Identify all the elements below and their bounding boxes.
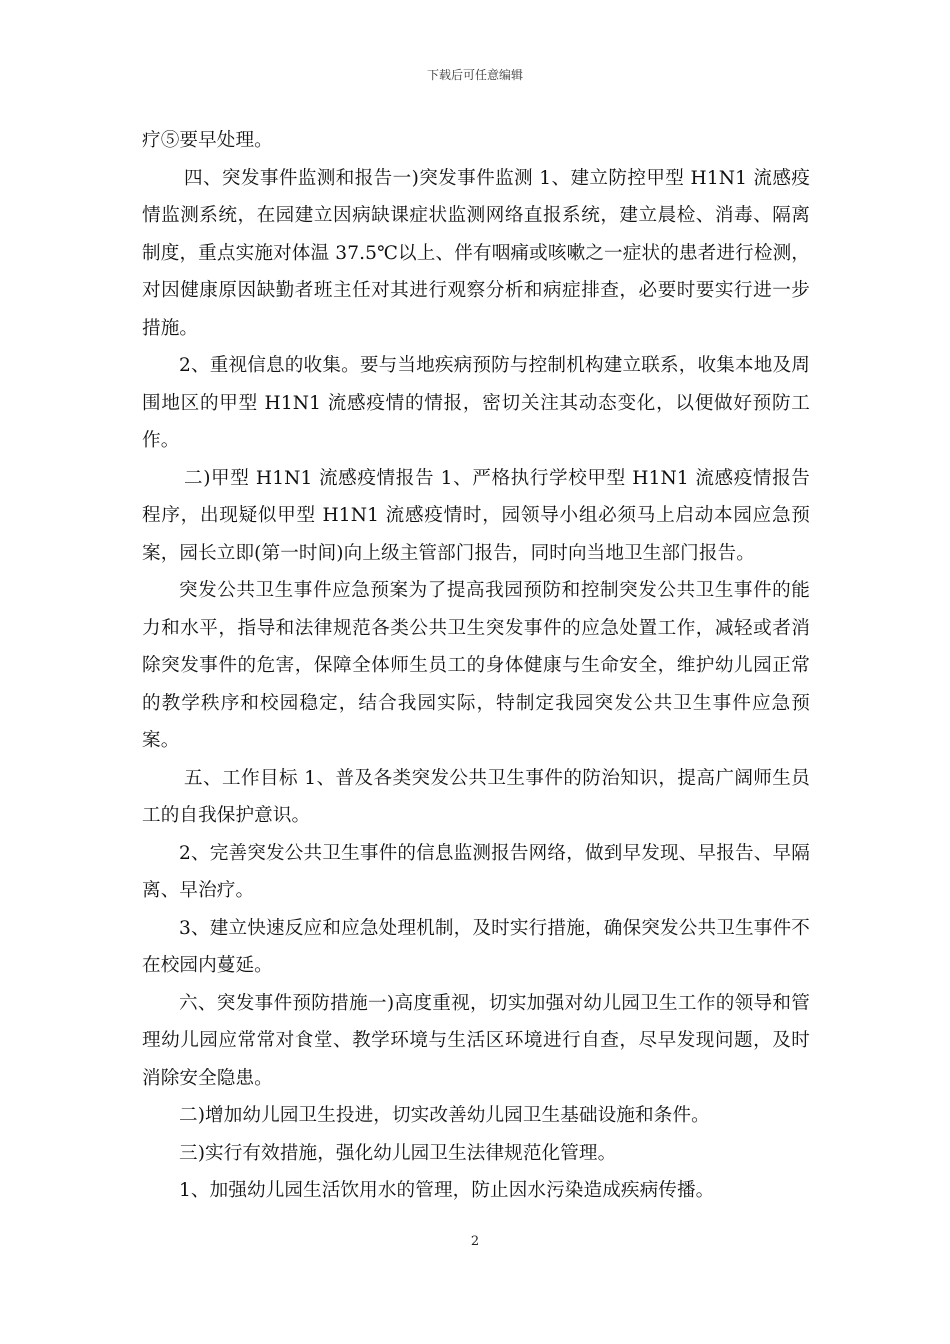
paragraph: 疗⑤要早处理。 xyxy=(142,130,273,151)
page-header xyxy=(0,68,950,82)
paragraph: 突发公共卫生事件应急预案为了提高我园预防和控制突发公共卫生事件的能力和水平，指导和法律规范各类公共卫生突发事件的应急处置工作，减轻或者消除突发事件的危害，保障全体师生员工的身体健康与生命安全，维护幼儿园正常的教学秩序和校园稳定，结合我园实际，特制定我园突发公共卫生事件应急预案。 xyxy=(142,580,810,751)
paragraph: 六、突发事件预防措施一)高度重视，切实加强对幼儿园卫生工作的领导和管理幼儿园应常常对食堂、教学环境与生活区环境进行自查，尽早发现问题，及时消除安全隐患。 xyxy=(142,992,810,1089)
page-footer xyxy=(0,1235,950,1249)
paragraph: 三)实行有效措施，强化幼儿园卫生法律规范化管理。 xyxy=(179,1142,617,1164)
document-body xyxy=(142,122,810,1210)
header-text: 下载后可任意编辑 xyxy=(426,68,523,82)
paragraph: 二)甲型 H1N1 流感疫情报告 1、严格执行学校甲型 H1N1 流感疫情报告程序，出现疑似甲型 H1N1 流感疫情时，园领导小组必须马上启动本园应急预案，园长立即(第一时间)向上级主管部门报告，同时向当地卫生部门报告。 xyxy=(142,467,810,564)
paragraph: 2、完善突发公共卫生事件的信息监测报告网络，做到早发现、早报告、早隔离、早治疗。 xyxy=(142,842,810,901)
page-number: 2 xyxy=(470,1234,480,1249)
paragraph: 二)增加幼儿园卫生投进，切实改善幼儿园卫生基础设施和条件。 xyxy=(179,1105,710,1126)
paragraph: 3、建立快速反应和应急处理机制，及时实行措施，确保突发公共卫生事件不在校园内蔓延。 xyxy=(142,917,810,976)
paragraph: 1、加强幼儿园生活饮用水的管理，防止因水污染造成疾病传播。 xyxy=(179,1180,715,1201)
paragraph: 五、工作目标 1、普及各类突发公共卫生事件的防治知识，提高广阔师生员工的自我保护意识。 xyxy=(142,767,810,826)
paragraph: 2、重视信息的收集。要与当地疾病预防与控制机构建立联系，收集本地及周围地区的甲型 H1N1 流感疫情的情报，密切关注其动态变化，以便做好预防工作。 xyxy=(142,355,810,451)
paragraph: 四、突发事件监测和报告一)突发事件监测 1、建立防控甲型 H1N1 流感疫情监测系统，在园建立因病缺课症状监测网络直报系统，建立晨检、消毒、隔离制度，重点实施对体温 37.5℃以上、伴有咽痛或咳嗽之一症状的患者进行检测，对因健康原因缺勤者班主任对其进行观察分析和病症排查，必要时要实行进一步措施。 xyxy=(142,167,810,339)
